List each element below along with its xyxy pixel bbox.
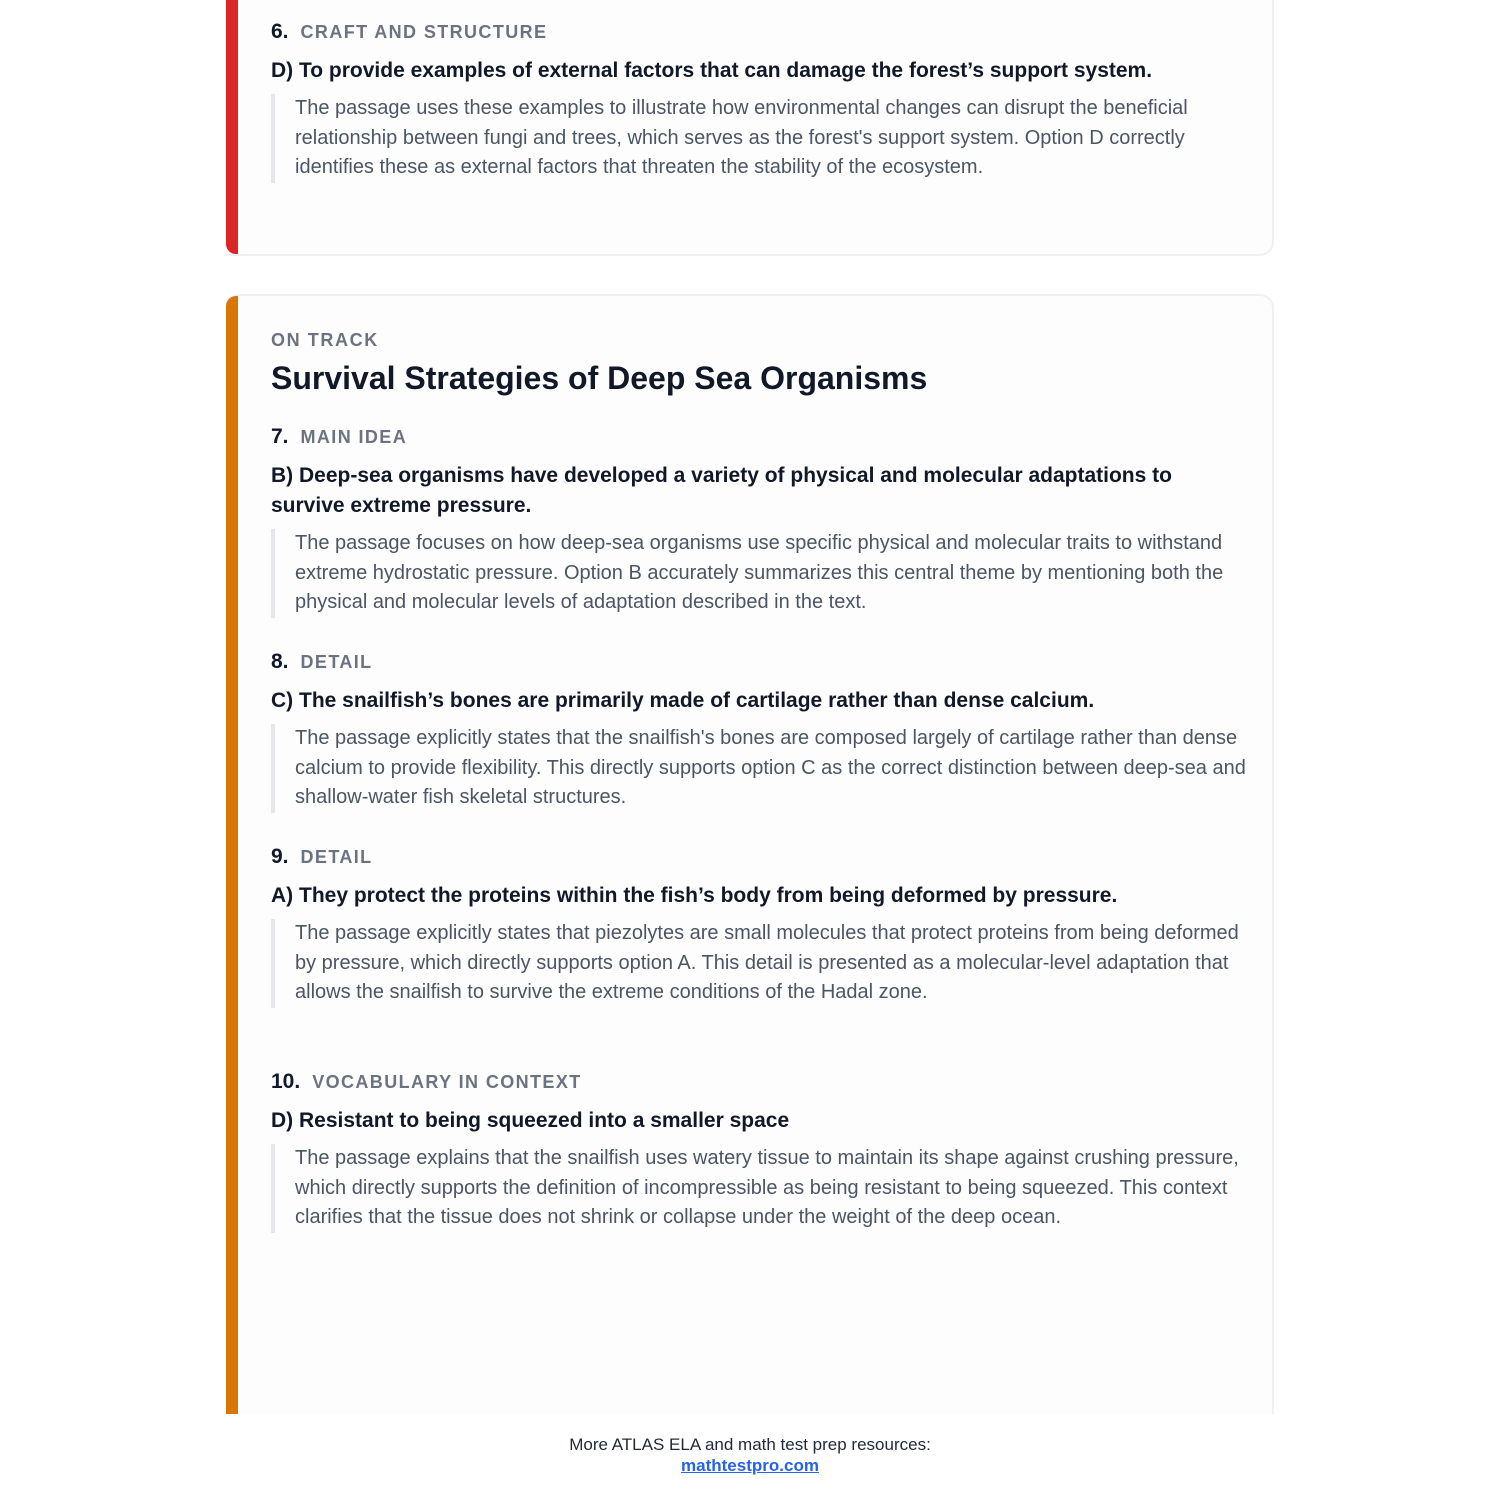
question-number: 9. (271, 845, 289, 868)
question-number: 6. (271, 20, 289, 43)
question-number: 7. (271, 425, 289, 448)
question-7 (271, 425, 1246, 618)
footer-text: More ATLAS ELA and math test prep resources: (569, 1435, 931, 1454)
question-type: VOCABULARY IN CONTEXT (312, 1072, 582, 1092)
answer-explanation: The passage explains that the snailfish uses watery tissue to maintain its shape against crushing pressure, which directly supports the definition of incompressible as being resistant to being squeezed. This context clarifies that the tissue does not shrink or collapse under the weight of the deep ocean. (271, 1144, 1246, 1233)
question-type: DETAIL (300, 652, 373, 672)
footer-link[interactable]: mathtestpro.com (681, 1456, 819, 1475)
answer-section-card-previous (226, 0, 1274, 256)
correct-answer: C) The snailfish’s bones are primarily made of cartilage rather than dense calcium. (271, 689, 1095, 712)
question-number: 8. (271, 650, 289, 673)
correct-answer: A) They protect the proteins within the fish’s body from being deformed by pressure. (271, 884, 1118, 907)
question-8 (271, 650, 1246, 813)
section-status-label: ON TRACK (271, 330, 379, 350)
answer-explanation: The passage explicitly states that piezolytes are small molecules that protect proteins from being deformed by pressure, which directly supports option A. This detail is presented as a molecular-level adaptation that allows the snailfish to survive the extreme conditions of the Hadal zone. (271, 919, 1246, 1008)
question-header (271, 425, 1246, 455)
correct-answer: B) Deep-sea organisms have developed a variety of physical and molecular adaptations to survive extreme pressure. (271, 464, 1172, 517)
footer (0, 1434, 1500, 1476)
answer-section-card (226, 294, 1274, 1414)
question-header (271, 1070, 1246, 1100)
question-9 (271, 845, 1246, 1008)
question-number: 10. (271, 1070, 301, 1093)
question-header (271, 650, 1246, 680)
answer-explanation: The passage uses these examples to illustrate how environmental changes can disrupt the beneficial relationship between fungi and trees, which serves as the forest's support system. Option D correctly identifies these as external factors that threaten the stability of the ecosystem. (271, 94, 1246, 183)
answer-explanation: The passage explicitly states that the snailfish's bones are composed largely of cartilage rather than dense calcium to provide flexibility. This directly supports option C as the correct distinction between deep-sea and shallow-water fish skeletal structures. (271, 724, 1246, 813)
question-6 (271, 20, 1246, 183)
passage-title: Survival Strategies of Deep Sea Organisms (271, 360, 928, 396)
question-10 (271, 1070, 1246, 1233)
question-type: DETAIL (300, 847, 373, 867)
correct-answer: D) Resistant to being squeezed into a smaller space (271, 1109, 790, 1132)
question-type: MAIN IDEA (300, 427, 408, 447)
question-type: CRAFT AND STRUCTURE (300, 22, 548, 42)
section-accent-bar-orange (226, 296, 238, 1414)
correct-answer: D) To provide examples of external factors that can damage the forest’s support system. (271, 59, 1153, 82)
question-header (271, 845, 1246, 875)
question-header (271, 20, 1246, 50)
answer-explanation: The passage focuses on how deep-sea organisms use specific physical and molecular traits to withstand extreme hydrostatic pressure. Option B accurately summarizes this central theme by mentioning both the physical and molecular levels of adaptation described in the text. (271, 529, 1246, 618)
section-accent-bar-red (226, 0, 238, 254)
